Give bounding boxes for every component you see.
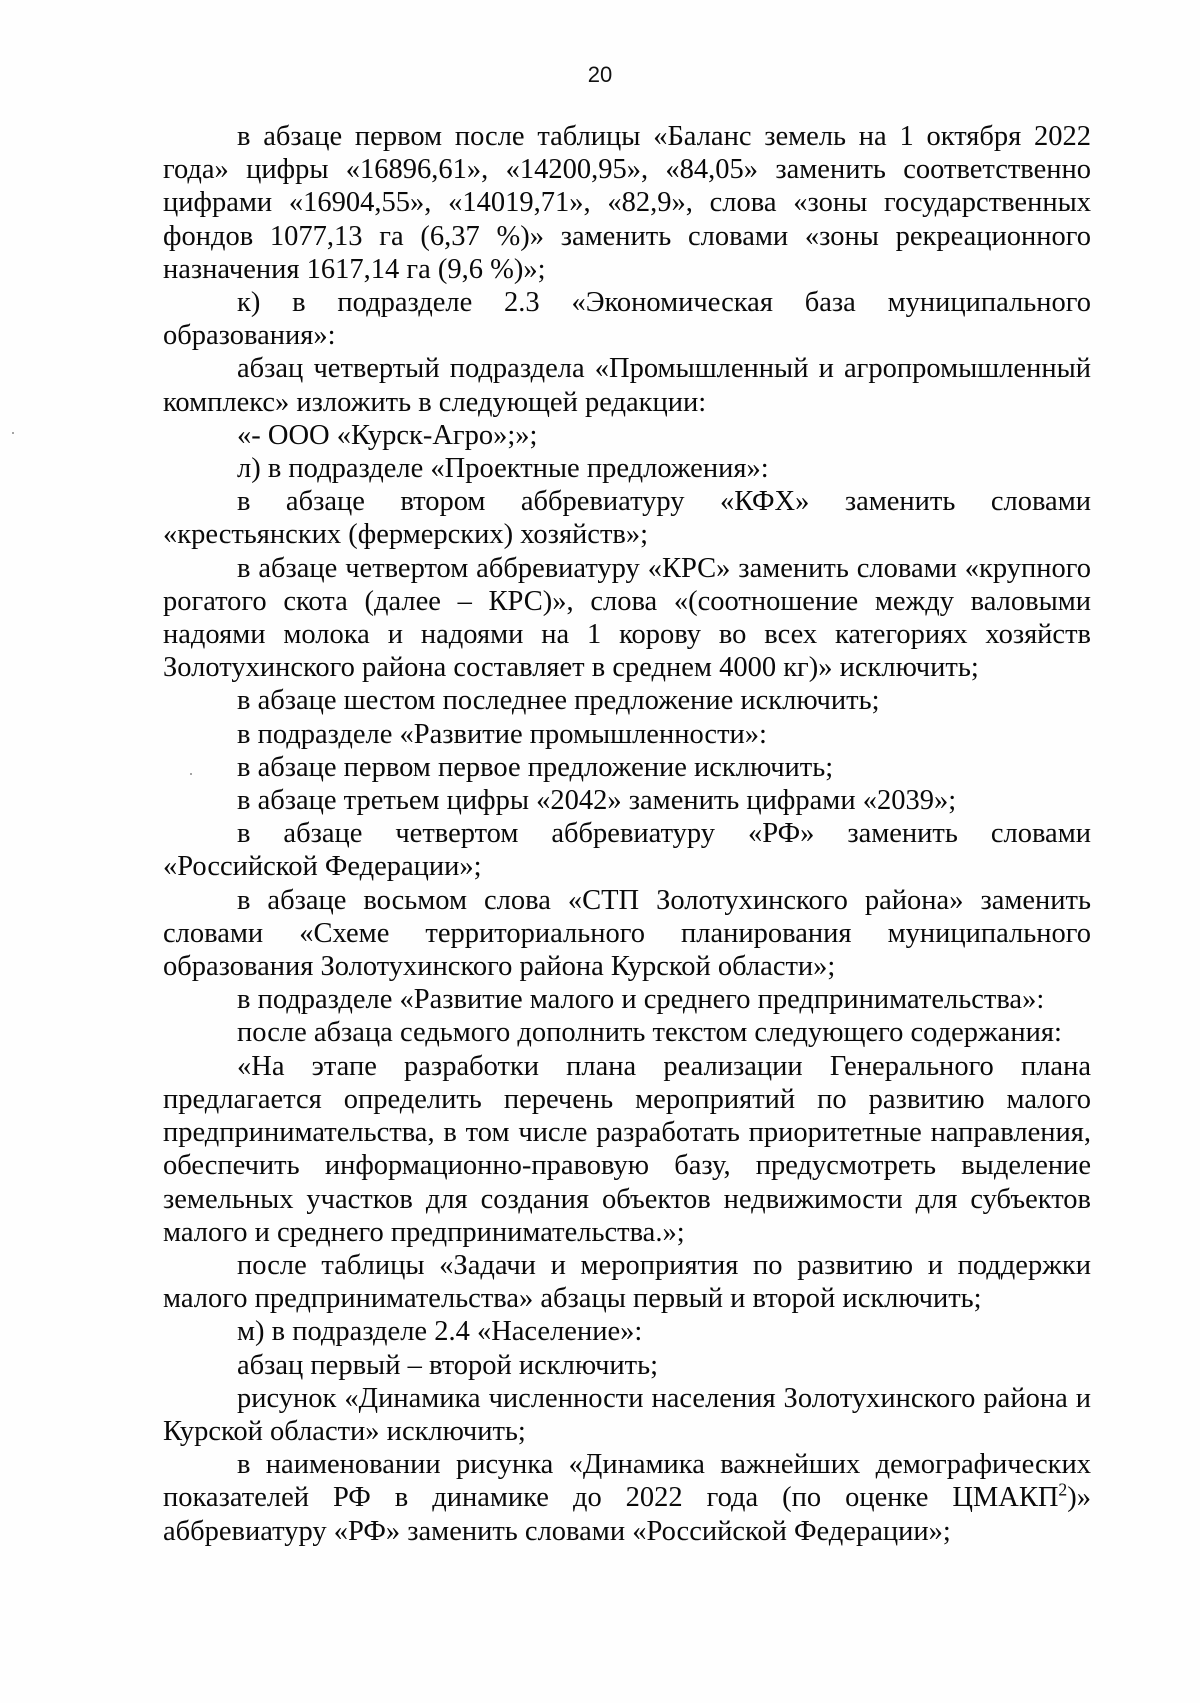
footnote-marker: 2 <box>1058 1479 1068 1500</box>
paragraph-10: в абзаце первом первое предложение исключить; <box>237 751 834 783</box>
paragraph-17: после таблицы «Задачи и мероприятия по развитию и поддержки малого предпринимательства» абзацы первый и второй исключить; <box>163 1249 1091 1315</box>
paragraph-1: в абзаце первом после таблицы «Баланс земель на 1 октября 2022 года» цифры «16896,61», «14200,95», «84,05» заменить соответственно цифрами «16904,55», «14019,71», «82,9», слова «зоны государственных фондов 1077,13 га (6,37 %)» заменить словами «зоны рекреационного назначения 1617,14 га (9,6 %)»; <box>163 121 1091 285</box>
paragraph-18: м) в подразделе 2.4 «Население»: <box>237 1316 643 1348</box>
paragraph-4: «- ООО «Курск-Агро»;»; <box>237 419 538 451</box>
document-body <box>163 120 1091 1548</box>
paragraph-16: «На этапе разработки плана реализации Генерального плана предлагается определить перечень мероприятий по развитию малого предпринимательства, в том числе разработать приоритетные направления, обеспечить информационно-правовую базу, предусмотреть выделение земельных участков для создания объектов недвижимости для субъектов малого и среднего предпринимательства.»; <box>163 1050 1091 1248</box>
paragraph-21-text: в наименовании рисунка «Динамика важнейших демографических показателей РФ в динамике до 2022 года (по оценке ЦМАКП <box>163 1449 1091 1514</box>
paragraph-19: абзац первый – второй исключить; <box>237 1349 659 1381</box>
paragraph-12: в абзаце четвертом аббревиатуру «РФ» заменить словами «Российской Федерации»; <box>163 818 1091 883</box>
paragraph-2: к) в подразделе 2.3 «Экономическая база муниципального образования»: <box>163 287 1091 352</box>
paragraph-20: рисунок «Динамика численности населения Золотухинского района и Курской области» исключить; <box>163 1382 1091 1447</box>
page-number: 20 <box>587 62 613 87</box>
paragraph-8: в абзаце шестом последнее предложение исключить; <box>237 685 880 717</box>
paragraph-21-text-end: )» аббревиатуру «РФ» заменить словами «Российской Федерации»; <box>163 1482 1091 1547</box>
paragraph-11: в абзаце третьем цифры «2042» заменить цифрами «2039»; <box>237 785 957 817</box>
paragraph-13: в абзаце восьмом слова «СТП Золотухинского района» заменить словами «Схеме территориального планирования муниципального образования Золотухинского района Курской области»; <box>163 884 1091 983</box>
scan-speck <box>190 773 192 775</box>
paragraph-6: в абзаце втором аббревиатуру «КФХ» заменить словами «крестьянских (фермерских) хозяйств»; <box>163 486 1091 551</box>
paragraph-9: в подразделе «Развитие промышленности»: <box>237 718 767 750</box>
paragraph-21 <box>163 1448 1091 1548</box>
scan-speck <box>12 432 14 434</box>
paragraph-3: абзац четвертый подраздела «Промышленный и агропромышленный комплекс» изложить в следующей редакции: <box>163 353 1091 418</box>
paragraph-15: после абзаца седьмого дополнить текстом следующего содержания: <box>237 1017 1062 1049</box>
paragraph-5: л) в подразделе «Проектные предложения»: <box>237 453 769 485</box>
paragraph-7: в абзаце четвертом аббревиатуру «КРС» заменить словами «крупного рогатого скота (далее – КРС)», слова «(соотношение между валовыми надоями молока и надоями на 1 корову во всех категориях хозяйств Золотухинского района составляет в среднем 4000 кг)» исключить; <box>163 552 1091 684</box>
paragraph-14: в подразделе «Развитие малого и среднего предпринимательства»: <box>237 984 1045 1016</box>
